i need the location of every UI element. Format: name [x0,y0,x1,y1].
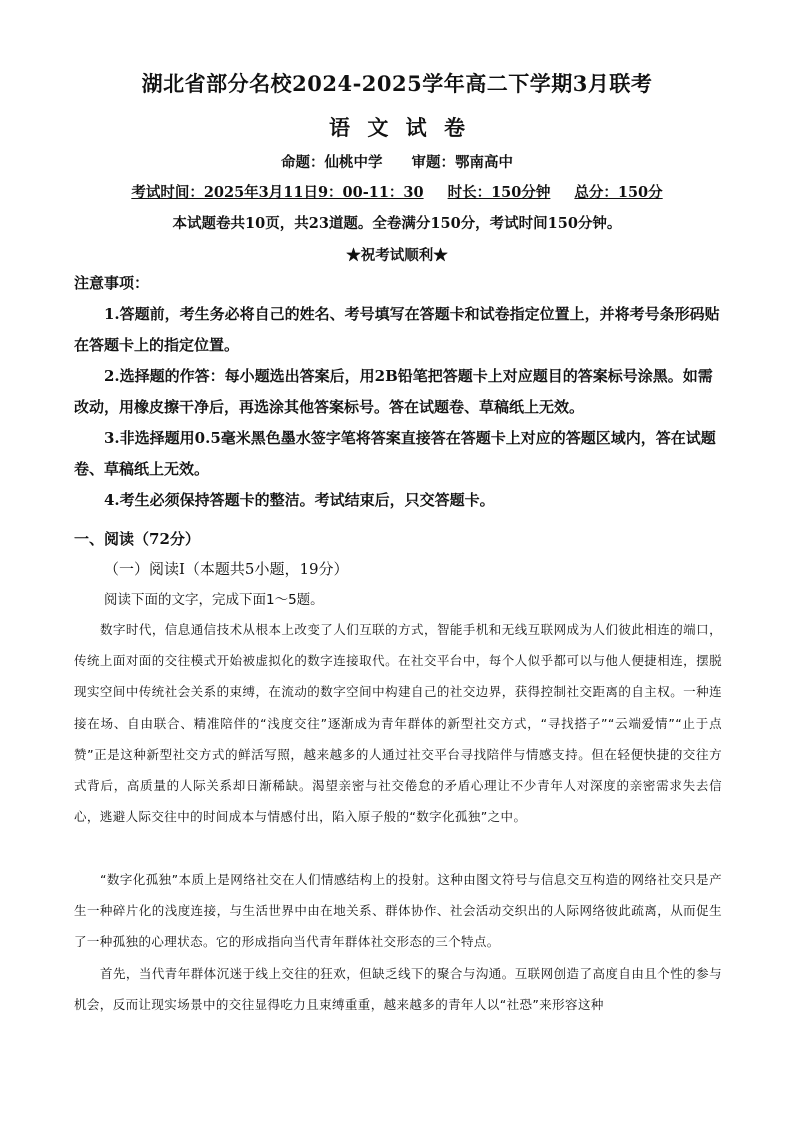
passage-paragraph: 首先，当代青年群体沉迷于线上交往的狂欢，但缺乏线下的聚合与沟通。互联网创造了高度自由且个性的参与机会，反而让现实场景中的交往显得吃力且束缚重重，越来越多的青年人以“社恐”来形容这种 [74,966,722,1013]
notes-section [74,268,724,516]
notes-heading: 注意事项： [74,274,150,292]
part-title: 一、阅读（72分） [74,530,200,548]
exam-info-line [0,181,794,202]
subject-title: 语 文 试 卷 [329,115,465,140]
exam-summary: 本试题卷共10页，共23道题。全卷满分150分，考试时间150分钟。 [172,215,622,232]
exam-duration: 时长：150分钟 [447,184,551,201]
note-item: 1.答题前，考生务必将自己的姓名、考号填写在答题卡和试卷指定位置上，并将考号条形码贴在答题卡上的指定位置。 [74,305,720,354]
note-item: 3.非选择题用0.5毫米黑色墨水签字笔将答案直接答在答题卡上对应的答题区域内，答在试题卷、草稿纸上无效。 [74,429,716,478]
exam-total-score: 总分：150分 [574,184,663,201]
passage-paragraph: “数字化孤独”本质上是网络社交在人们情感结构上的投射。这种由图文符号与信息交互构造的网络社交只是产生一种碎片化的浅度连接，与生活世界中由在地关系、群体协作、社会活动交织出的人际网络彼此疏离，从而促生了一种孤独的心理状态。它的形成指向当代青年群体社交形态的三个特点。 [74,872,722,950]
exam-time: 考试时间：2025年3月11日9：00-11：30 [131,184,424,201]
sub-section-title: （一）阅读Ⅰ（本题共5小题，19分） [104,560,349,578]
note-item: 2.选择题的作答：每小题选出答案后，用2B铅笔把答题卡上对应题目的答案标号涂黑。如需改动，用橡皮擦干净后，再选涂其他答案标号。答在试题卷、草稿纸上无效。 [74,367,713,416]
passage-paragraph: 数字时代，信息通信技术从根本上改变了人们互联的方式，智能手机和无线互联网成为人们彼此相连的端口，传统上面对面的交往模式开始被虚拟化的数字连接取代。在社交平台中，每个人似乎都可以与他人便捷相连，摆脱现实空间中传统社会关系的束缚，在流动的数字空间中构建自己的社交边界，获得控制社交距离的自主权。一种连接在场、自由联合、精准陪伴的“浅度交往”逐渐成为青年群体的新型社交方式，“寻找搭子”“云端爱情”“止于点赞”正是这种新型社交方式的鲜活写照，越来越多的人通过社交平台寻找陪伴与情感支持。但在轻便快捷的交往方式背后，高质量的人际关系却日渐稀缺。渴望亲密与社交倦怠的矛盾心理让不少青年人对深度的亲密需求失去信心，逃避人际交往中的时间成本与情感付出，陷入原子般的“数字化孤独”之中。 [74,622,722,825]
good-luck-wish: ★祝考试顺利★ [346,247,448,264]
reading-instruction: 阅读下面的文字，完成下面1～5题。 [104,592,324,608]
setters-line: 命题：仙桃中学 审题：鄂南高中 [281,154,513,171]
note-item: 4.考生必须保持答题卡的整洁。考试结束后，只交答题卡。 [104,491,495,509]
exam-title: 湖北省部分名校2024-2025学年高二下学期3月联考 [141,71,653,96]
